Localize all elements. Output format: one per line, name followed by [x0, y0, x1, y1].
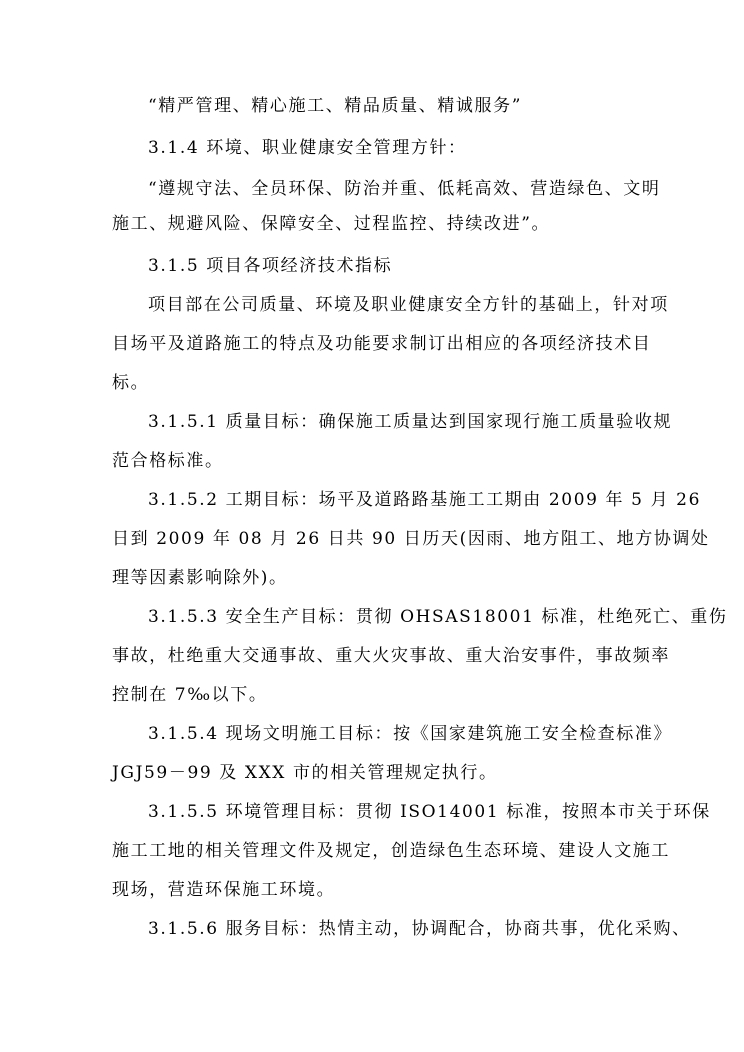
service-goal-line-1: 3.1.5.6 服务目标：热情主动，协调配合，协商共事，优化采购、 — [148, 919, 691, 939]
policy-line-1: “遵规守法、全员环保、防治并重、低耗高效、营造绿色、文明 — [148, 179, 661, 199]
section-3-1-5-heading: 3.1.5 项目各项经济技术指标 — [148, 256, 393, 276]
schedule-goal-line-1: 3.1.5.2 工期目标：场平及道路路基施工工期由 2009 年 5 月 26 — [148, 490, 702, 510]
civilized-site-goal-line-1: 3.1.5.4 现场文明施工目标：按《国家建筑施工安全检查标准》 — [148, 724, 673, 744]
schedule-goal-line-2: 日到 2009 年 08 月 26 日共 90 日历天(因雨、地方阻工、地方协调处 — [112, 529, 710, 549]
policy-line-2: 施工、规避风险、保障安全、过程监控、持续改进”。 — [112, 214, 551, 234]
paragraph-intro-line-3: 标。 — [112, 373, 150, 393]
safety-goal-line-2: 事故，杜绝重大交通事故、重大火灾事故、重大治安事件，事故频率 — [112, 646, 670, 666]
environment-goal-line-1: 3.1.5.5 环境管理目标：贯彻 ISO14001 标准，按照本市关于环保 — [148, 802, 711, 822]
civilized-site-goal-line-2: JGJ59－99 及 XXX 市的相关管理规定执行。 — [112, 763, 498, 783]
schedule-goal-line-3: 理等因素影响除外)。 — [112, 568, 288, 588]
environment-goal-line-2: 施工工地的相关管理文件及规定，创造绿色生态环境、建设人文施工 — [112, 841, 670, 861]
quality-goal-line-1: 3.1.5.1 质量目标：确保施工质量达到国家现行施工质量验收规 — [148, 412, 673, 432]
safety-goal-line-3: 控制在 7‰以下。 — [112, 685, 268, 705]
environment-goal-line-3: 现场，营造环保施工环境。 — [112, 880, 336, 900]
motto-quality-line: “精严管理、精心施工、精品质量、精诚服务” — [148, 96, 522, 116]
section-3-1-4-heading: 3.1.4 环境、职业健康安全管理方针： — [148, 138, 467, 158]
paragraph-intro-line-2: 目场平及道路施工的特点及功能要求制订出相应的各项经济技术目 — [112, 334, 652, 354]
safety-goal-line-1: 3.1.5.3 安全生产目标：贯彻 OHSAS18001 标准，杜绝死亡、重伤 — [148, 607, 728, 627]
quality-goal-line-2: 范合格标准。 — [112, 451, 224, 471]
paragraph-intro-line-1: 项目部在公司质量、环境及职业健康安全方针的基础上，针对项 — [148, 295, 669, 315]
